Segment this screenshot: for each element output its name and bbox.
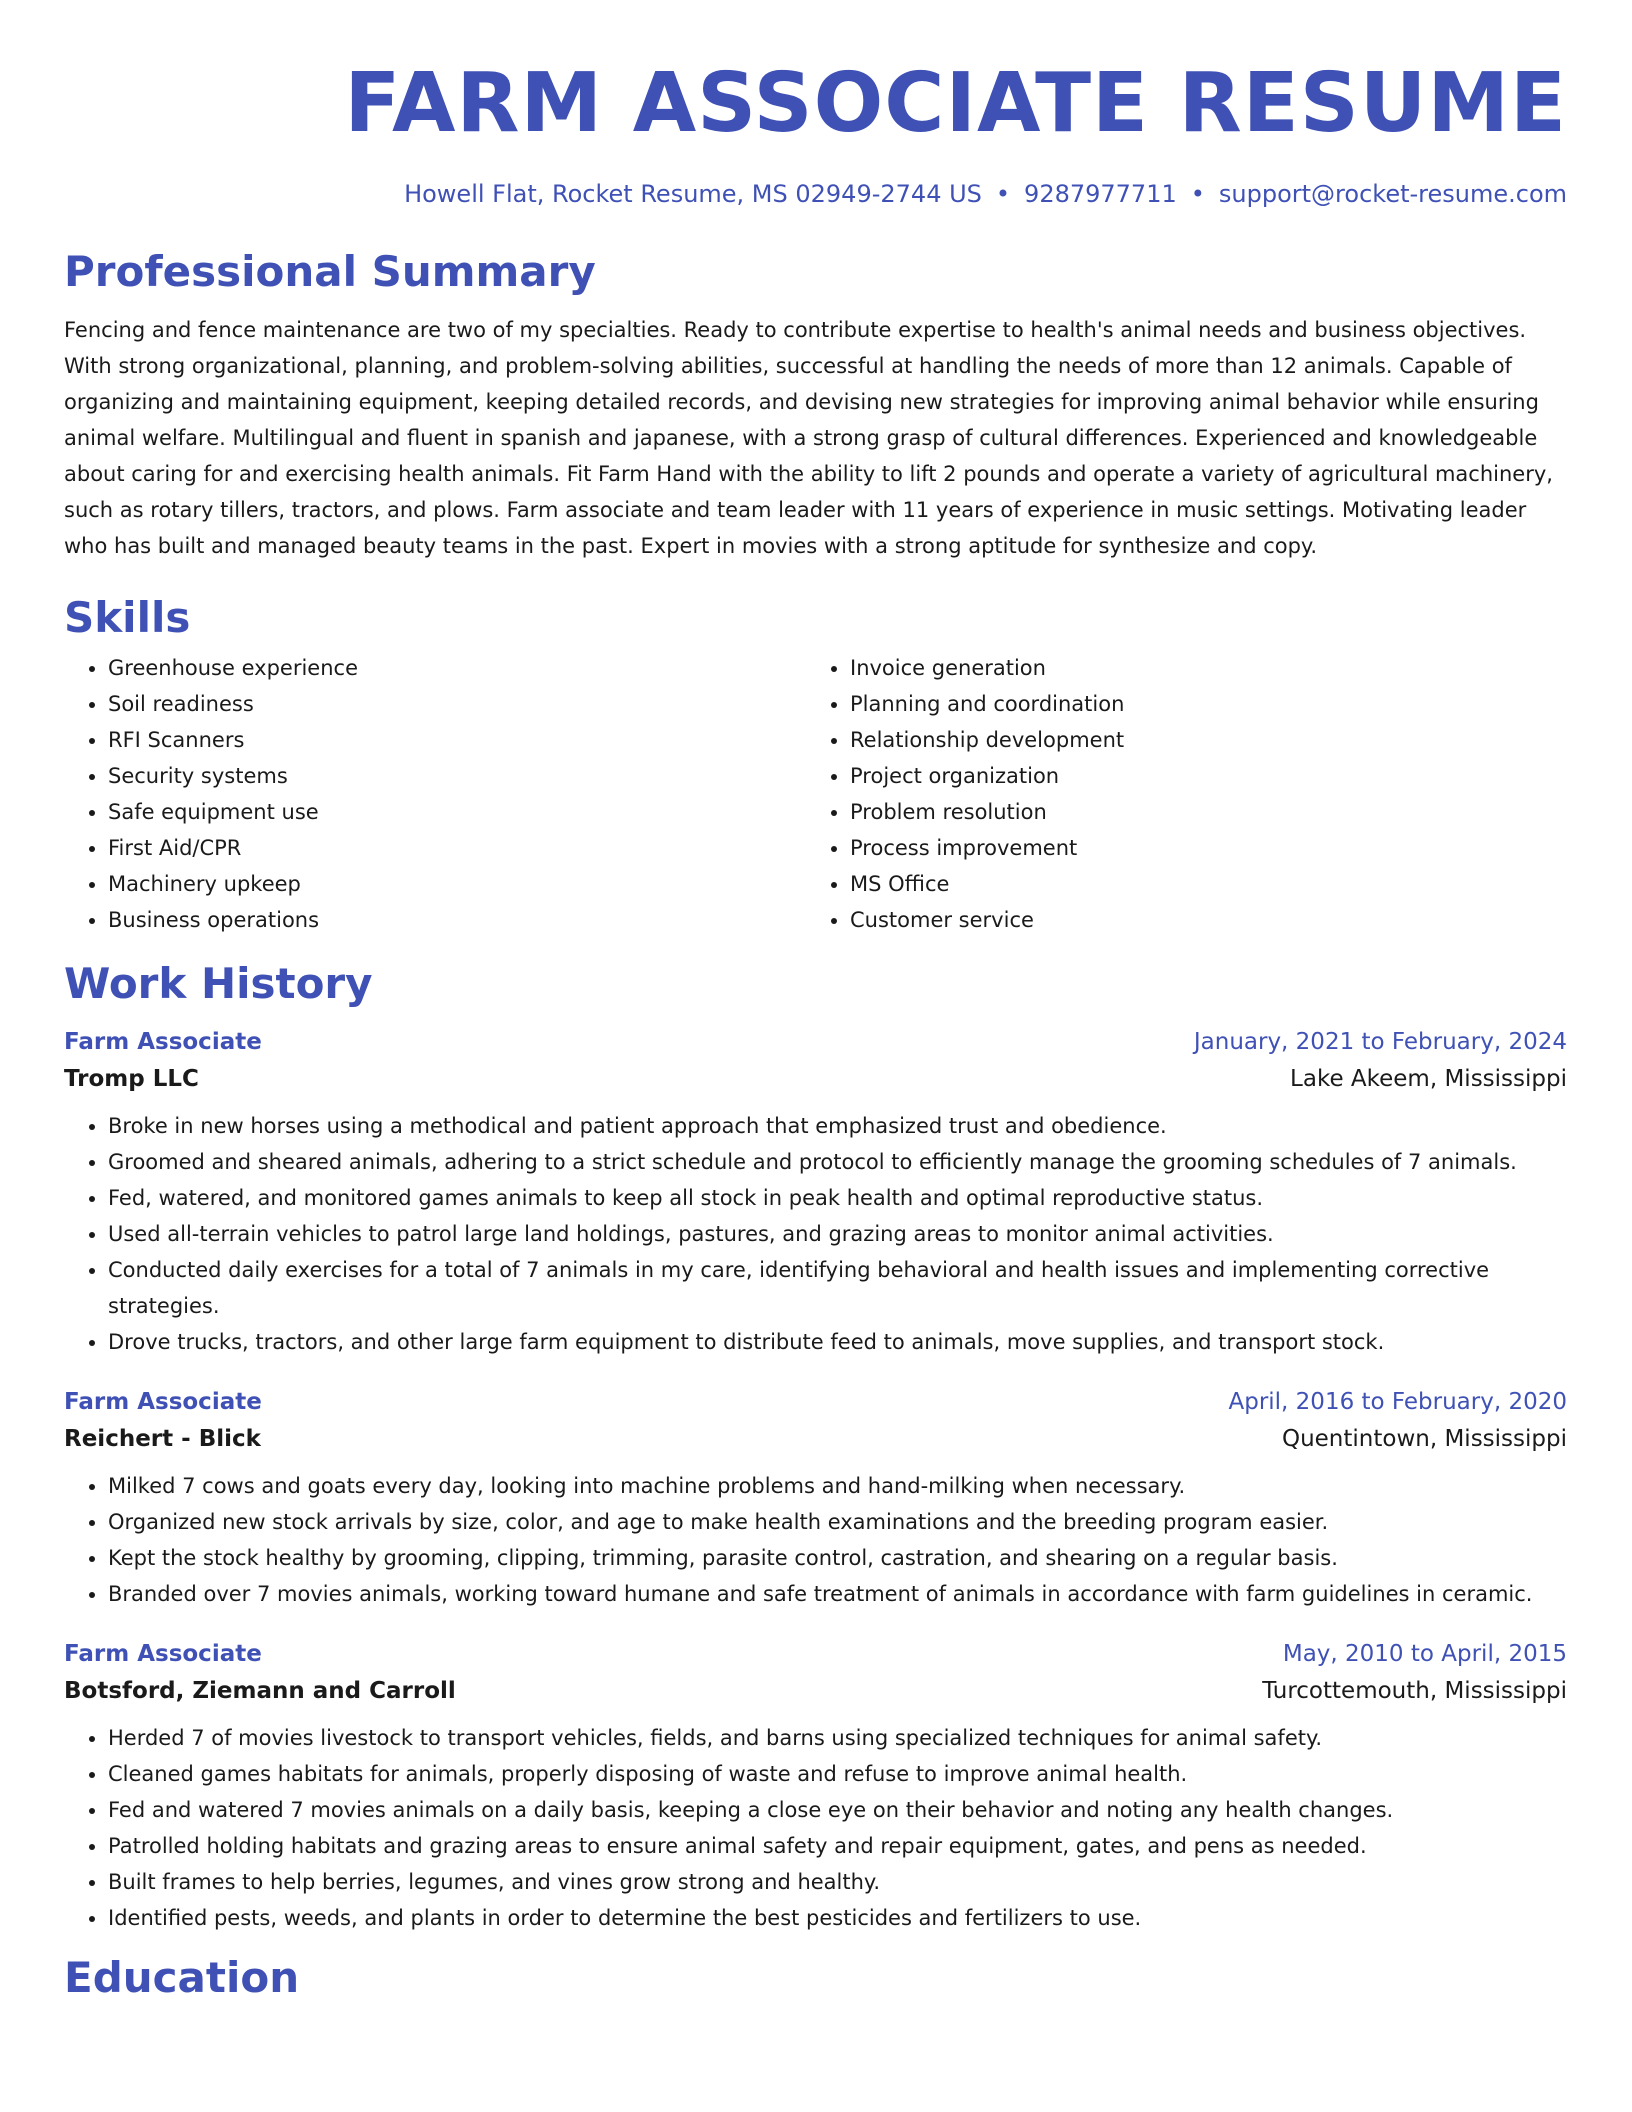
duty-item: • Patrolled holding habitats and grazing areas to ensure animal safety and repair equipment, gates, and pens as needed. bbox=[108, 1828, 1567, 1864]
duty-item: • Built frames to help berries, legumes, and vines grow strong and healthy. bbox=[108, 1864, 1567, 1900]
resume-page bbox=[64, 0, 1567, 2004]
duty-item: • Organized new stock arrivals by size, color, and age to make health examinations and the breeding program easier. bbox=[108, 1504, 1567, 1540]
company-name: Tromp LLC bbox=[64, 1066, 199, 1092]
duty-item: • Broke in new horses using a methodical and patient approach that emphasized trust and obedience. bbox=[108, 1108, 1567, 1144]
skill-item: • Invoice generation bbox=[850, 650, 1548, 686]
duty-item: • Used all-terrain vehicles to patrol large land holdings, pastures, and grazing areas to monitor animal activities. bbox=[108, 1216, 1567, 1252]
skills-heading: Skills bbox=[64, 593, 191, 642]
job-employer bbox=[64, 1060, 1567, 1098]
skill-item: • Business operations bbox=[108, 902, 806, 938]
skills-column-right bbox=[806, 650, 1548, 938]
duty-item: • Kept the stock healthy by grooming, clipping, trimming, parasite control, castration, and shearing on a regular basis. bbox=[108, 1540, 1567, 1576]
skills-column-left bbox=[64, 650, 806, 938]
skill-item: • Problem resolution bbox=[850, 794, 1548, 830]
contact-separator: • bbox=[1190, 180, 1205, 208]
skill-item: • Planning and coordination bbox=[850, 686, 1548, 722]
contact-phone: 9287977711 bbox=[1024, 180, 1177, 208]
job-duties bbox=[64, 1108, 1567, 1360]
skill-item: • Project organization bbox=[850, 758, 1548, 794]
job-location: Turcottemouth, Mississippi bbox=[1262, 1678, 1567, 1704]
resume-name: FARM ASSOCIATE RESUME bbox=[344, 56, 1567, 151]
duty-item: • Identified pests, weeds, and plants in order to determine the best pesticides and fertilizers to use. bbox=[108, 1900, 1567, 1936]
job-duties bbox=[64, 1468, 1567, 1612]
job-dates: January, 2021 to February, 2024 bbox=[1193, 1029, 1567, 1055]
summary-heading: Professional Summary bbox=[64, 247, 596, 296]
contact-email: support@rocket-resume.com bbox=[1218, 180, 1567, 208]
job-header bbox=[64, 1024, 1567, 1060]
job-title: Farm Associate bbox=[64, 1029, 262, 1055]
skill-item: • MS Office bbox=[850, 866, 1548, 902]
job-dates: April, 2016 to February, 2020 bbox=[1228, 1389, 1567, 1415]
skills-list bbox=[64, 650, 1567, 938]
duty-item: • Cleaned games habitats for animals, properly disposing of waste and refuse to improve animal health. bbox=[108, 1756, 1567, 1792]
duty-item: • Fed, watered, and monitored games animals to keep all stock in peak health and optimal reproductive status. bbox=[108, 1180, 1567, 1216]
job-entry bbox=[64, 1024, 1567, 1360]
skill-item: • Safe equipment use bbox=[108, 794, 806, 830]
job-location: Lake Akeem, Mississippi bbox=[1290, 1066, 1567, 1092]
job-location: Quentintown, Mississippi bbox=[1281, 1426, 1567, 1452]
job-title: Farm Associate bbox=[64, 1641, 262, 1667]
duty-item: • Drove trucks, tractors, and other large farm equipment to distribute feed to animals, move supplies, and transport stock. bbox=[108, 1324, 1567, 1360]
education-heading: Education bbox=[64, 1953, 300, 2002]
skill-item: • Customer service bbox=[850, 902, 1548, 938]
duty-item: • Herded 7 of movies livestock to transport vehicles, fields, and barns using specialized techniques for animal safety. bbox=[108, 1720, 1567, 1756]
company-name: Reichert - Blick bbox=[64, 1426, 261, 1452]
job-title: Farm Associate bbox=[64, 1389, 262, 1415]
skill-item: • Greenhouse experience bbox=[108, 650, 806, 686]
skill-item: • RFI Scanners bbox=[108, 722, 806, 758]
duty-item: • Branded over 7 movies animals, working toward humane and safe treatment of animals in accordance with farm guidelines in ceramic. bbox=[108, 1576, 1567, 1612]
job-employer bbox=[64, 1672, 1567, 1710]
contact-address: Howell Flat, Rocket Resume, MS 02949-2744 US bbox=[404, 180, 982, 208]
duty-item: • Milked 7 cows and goats every day, looking into machine problems and hand-milking when necessary. bbox=[108, 1468, 1567, 1504]
duty-item: • Fed and watered 7 movies animals on a daily basis, keeping a close eye on their behavior and noting any health changes. bbox=[108, 1792, 1567, 1828]
duty-item: • Conducted daily exercises for a total of 7 animals in my care, identifying behavioral and health issues and implementing corrective strategies. bbox=[108, 1252, 1567, 1324]
job-employer bbox=[64, 1420, 1567, 1458]
job-entry bbox=[64, 1636, 1567, 1936]
job-duties bbox=[64, 1720, 1567, 1936]
skill-item: • Machinery upkeep bbox=[108, 866, 806, 902]
summary-text: Fencing and fence maintenance are two of my specialties. Ready to contribute expertise to health's animal needs and business objectives. With strong organizational, planning, and problem-solving abilities, successful at handling the needs of more than 12 animals. Capable of organizing and maintaining equipment, keeping detailed records, and devising new strategies for improving animal behavior while ensuring animal welfare. Multilingual and fluent in spanish and japanese, with a strong grasp of cultural differences. Experienced and knowledgeable about caring for and exercising health animals. Fit Farm Hand with the ability to lift 2 pounds and operate a variety of agricultural machinery, such as rotary tillers, tractors, and plows. Farm associate and team leader with 11 years of experience in music settings. Motivating leader who has built and managed beauty teams in the past. Expert in movies with a strong aptitude for synthesize and copy. bbox=[64, 318, 1553, 558]
company-name: Botsford, Ziemann and Carroll bbox=[64, 1678, 456, 1704]
work-history-heading: Work History bbox=[64, 959, 373, 1008]
job-header bbox=[64, 1384, 1567, 1420]
skill-item: • Soil readiness bbox=[108, 686, 806, 722]
skill-item: • Relationship development bbox=[850, 722, 1548, 758]
contact-line bbox=[64, 178, 1567, 210]
skill-item: • Security systems bbox=[108, 758, 806, 794]
duty-item: • Groomed and sheared animals, adhering to a strict schedule and protocol to efficiently manage the grooming schedules of 7 animals. bbox=[108, 1144, 1567, 1180]
contact-separator: • bbox=[995, 180, 1011, 208]
job-header bbox=[64, 1636, 1567, 1672]
job-dates: May, 2010 to April, 2015 bbox=[1282, 1641, 1567, 1667]
skill-item: • First Aid/CPR bbox=[108, 830, 806, 866]
skill-item: • Process improvement bbox=[850, 830, 1548, 866]
job-entry bbox=[64, 1384, 1567, 1612]
